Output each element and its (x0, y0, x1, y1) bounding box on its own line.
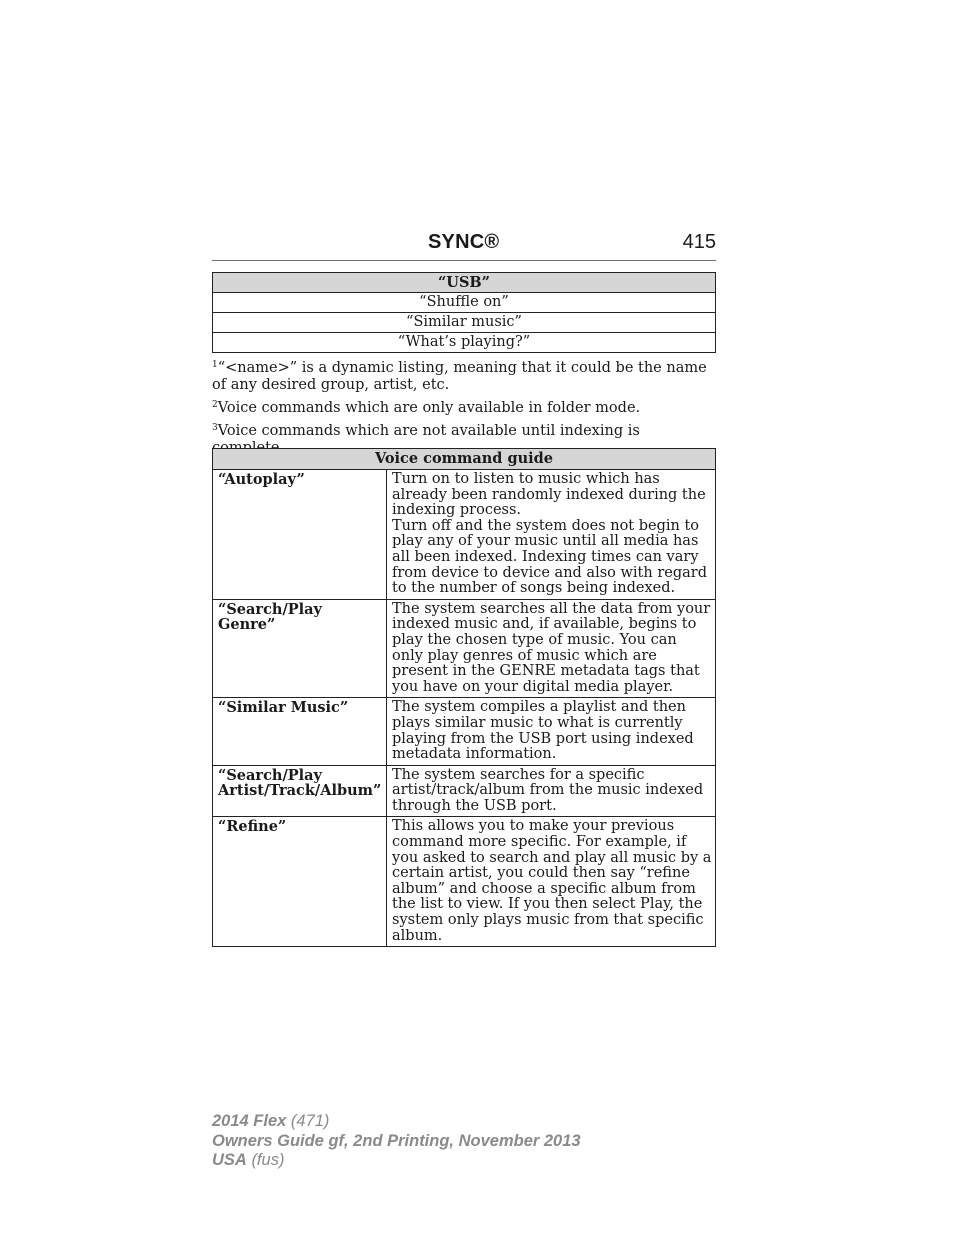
footer-line (212, 1151, 581, 1171)
footnote-mark: 2 (212, 400, 218, 410)
usb-command-table (212, 272, 716, 353)
table-row (213, 313, 716, 333)
footnote-mark: 1 (212, 360, 218, 370)
command-description (387, 599, 716, 698)
table-row (213, 698, 716, 765)
table-row (213, 333, 716, 353)
command-description (387, 698, 716, 765)
footnote-mark: 3 (212, 423, 218, 433)
table-row (213, 765, 716, 817)
table-row (213, 293, 716, 313)
usb-table-header: “USB” (213, 273, 716, 293)
usb-command: “What’s playing?” (213, 333, 716, 353)
footer-edition: Owners Guide gf, 2nd Printing, November 2013 (212, 1131, 581, 1150)
usb-command: “Shuffle on” (213, 293, 716, 313)
page-number: 415 (682, 231, 716, 253)
description-paragraph: Turn off and the system does not begin to play any of your music until all media has all been indexed. Indexing times can vary from device to device and also with regard to the number of songs being indexed. (392, 517, 707, 597)
footnote (212, 400, 716, 417)
footnote (212, 360, 716, 394)
voice-command: “Similar Music” (213, 698, 387, 765)
command-description (387, 817, 716, 947)
voice-command-guide-table (212, 448, 716, 947)
usb-command: “Similar music” (213, 313, 716, 333)
table-row (213, 599, 716, 698)
footer-code: (471) (290, 1112, 330, 1130)
description-paragraph: The system compiles a playlist and then plays similar music to what is currently playing from the USB port using indexed metadata information. (392, 699, 694, 763)
footer-model: 2014 Flex (212, 1112, 287, 1130)
voice-command: “Search/Play Genre” (213, 599, 387, 698)
command-description (387, 470, 716, 600)
section-title: SYNC® (428, 231, 500, 253)
description-paragraph: The system searches for a specific artist/track/album from the music indexed through the USB port. (392, 766, 704, 814)
description-paragraph: The system searches all the data from your indexed music and, if available, begins to play the chosen type of music. You can only play genres of music which are present in the GENRE metadata tags that you have on your digital media player. (392, 600, 711, 695)
page-header (212, 228, 716, 261)
voice-command: “Autoplay” (213, 470, 387, 600)
table-row (213, 817, 716, 947)
description-paragraph: This allows you to make your previous command more specific. For example, if you asked to search and play all music by a certain artist, you could then say “refine album” and choose a specific album from the list to view. If you then select Play, the system only plays music from that specific album. (392, 818, 712, 944)
footnote-text: “<name>” is a dynamic listing, meaning that it could be the name of any desired group, artist, etc. (212, 360, 707, 393)
voice-command: “Search/Play Artist/Track/Album” (213, 765, 387, 817)
page-footer (212, 1112, 581, 1171)
command-description (387, 765, 716, 817)
table-row (213, 470, 716, 600)
footer-market-code: (fus) (251, 1151, 285, 1169)
guide-table-header: Voice command guide (213, 449, 716, 470)
footnote-text: Voice commands which are only available in folder mode. (217, 400, 641, 416)
description-paragraph: Turn on to listen to music which has already been randomly indexed during the indexing process. (392, 471, 706, 519)
footer-market: USA (212, 1151, 247, 1169)
footer-line (212, 1112, 581, 1132)
footnote-text: Voice commands which are not available until indexing is (217, 423, 640, 439)
voice-command: “Refine” (213, 817, 387, 947)
